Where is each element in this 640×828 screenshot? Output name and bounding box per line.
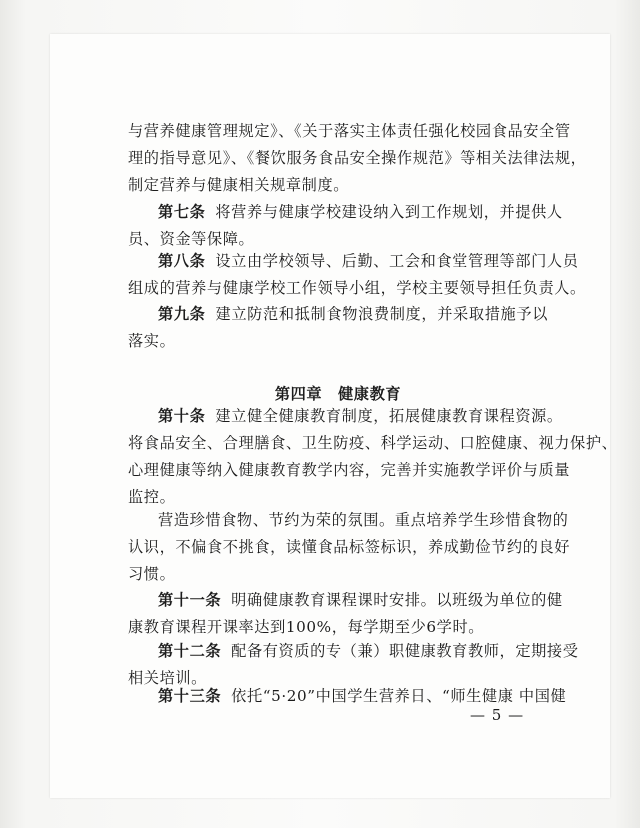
text-line: 员、资金等保障。: [128, 230, 255, 248]
text-line: 相关培训。: [128, 669, 207, 687]
text-line: 落实。: [128, 332, 176, 350]
article-label: 第八条: [158, 252, 206, 270]
article-text: 依托“5·20”中国学生营养日、“师生健康 中国健: [231, 687, 567, 705]
text-line: [128, 638, 579, 665]
article-11: [128, 587, 563, 641]
text-line: 习惯。: [128, 565, 176, 583]
chapter-heading: 第四章 健康教育: [274, 385, 402, 403]
article-7: [128, 199, 563, 253]
text-line: [128, 587, 563, 614]
article-label: 第十一条: [158, 591, 222, 609]
article-label: 第十条: [158, 407, 206, 425]
article-text: 明确健康教育课程课时安排。以班级为单位的健: [231, 591, 563, 609]
article-label: 第十二条: [158, 642, 222, 660]
text-line: 组成的营养与健康学校工作领导小组，学校主要领导担任负责人。: [128, 279, 586, 297]
article-text: 将营养与健康学校建设纳入到工作规划，并提供人: [215, 203, 563, 221]
article-8: [128, 248, 586, 302]
text-line: 心理健康等纳入健康教育教学内容，完善并实施教学评价与质量: [128, 461, 571, 479]
article-text: 设立由学校领导、后勤、工会和食堂管理等部门人员: [215, 252, 579, 270]
text-line: 理的指导意见》、《餐饮服务食品安全操作规范》等相关法律法规，: [128, 149, 587, 167]
article-label: 第七条: [158, 203, 206, 221]
article-text: 建立健全健康教育制度，拓展健康教育课程资源。: [215, 407, 563, 425]
text-line: [128, 248, 579, 275]
text-line: 康教育课程开课率达到100%，每学期至少6学时。: [128, 618, 485, 636]
article-text: 配备有资质的专（兼）职健康教育教师，定期接受: [231, 642, 579, 660]
article-10-paragraph-2: [128, 507, 571, 588]
article-label: 第九条: [158, 305, 206, 323]
text-line: 制定营养与健康相关规章制度。: [128, 176, 350, 194]
text-line: 与营养健康管理规定》、《关于落实主体责任强化校园食品安全管: [128, 122, 571, 140]
text-line: 监控。: [128, 488, 176, 506]
text-line: [128, 301, 548, 328]
article-text: 建立防范和抵制食物浪费制度，并采取措施予以: [215, 305, 548, 323]
intro-paragraph: [128, 118, 587, 199]
text-line: 营造珍惜食物、节约为荣的氛围。重点培养学生珍惜食物的: [158, 511, 569, 529]
text-line: [128, 403, 563, 430]
page-number: — 5 —: [470, 706, 525, 724]
text-line: [128, 199, 563, 226]
article-10: [128, 403, 618, 511]
text-line: 将食品安全、合理膳食、卫生防疫、科学运动、口腔健康、视力保护、: [128, 434, 618, 452]
article-label: 第十三条: [158, 687, 222, 705]
article-9: [128, 301, 548, 355]
text-line: 认识，不偏食不挑食，读懂食品标签标识，养成勤俭节约的良好: [128, 538, 571, 556]
